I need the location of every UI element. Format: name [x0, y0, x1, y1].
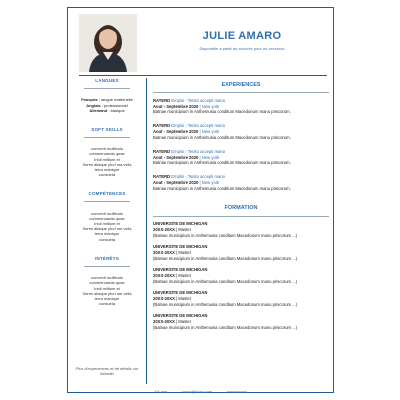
separator: — — [172, 389, 177, 394]
header-divider — [79, 75, 327, 76]
availability-subtitle: Disponible à partir du xx/xx/xx pour un xxxxxxxx — [199, 46, 285, 51]
competences-rule — [84, 201, 130, 202]
experience-item: RATERD Emploi - Tenito accepti mano Aout - Septembre 2020 | New york Batnae municipium in Anthemusia conditum Macedonum manu priscorum. — [153, 97, 291, 115]
experience-item: RATERD Emploi - Tenito accepti mano Aout - Septembre 2020 | New york Batnae municipium in Anthemusia conditum Macedonum manu priscorum. — [153, 148, 291, 166]
linkedin-note: Plus d'expériences et de détails sur linkedin — [75, 366, 139, 377]
age-text: XX ans — [154, 389, 168, 394]
soft-skills-title: SOFT SKILLS — [91, 126, 123, 132]
formation-title: FORMATION — [224, 205, 258, 212]
languages-title: LANGUES — [95, 78, 119, 83]
languages-list — [70, 97, 144, 113]
phone-text: xxxxxxxxxx — [226, 389, 247, 394]
education-item: UNIVERSITE DE MICHIGAN 20XX-20XX | Master (Batnae municipium in Anthemusia conditum Macedonum manu priscorum ...) — [153, 290, 298, 307]
competences-list: convenit multitudo commercanda quae Inidi militum et Seres aliaque pluri me velis terra manique consueta — [82, 210, 132, 242]
language-item: Français : langue maternelle — [81, 97, 133, 103]
sidebar — [70, 78, 144, 306]
competences-title: COMPÉTENCES — [88, 191, 126, 197]
experiences-rule — [153, 92, 329, 93]
language-item: Anglais : professionnel — [86, 102, 128, 108]
education-item: UNIVERSITE DE MICHIGAN 20XX-20XX | Master (Batnae municipium in Anthemusia conditum Macedonum manu priscorum ...) — [153, 313, 298, 330]
experience-item: RATERD Emploi - Tenito accepti mano Aout - Septembre 2020 | New york Batnae municipium in Anthemusia conditum Macedonum manu priscorum. — [153, 174, 291, 191]
soft-skills-rule — [84, 137, 130, 138]
education-item: UNIVERSITE DE MICHIGAN 20XX-20XX | Master (Batnae municipium in Anthemusia conditum Macedonum manu priscorum ...) — [153, 244, 298, 261]
formation-rule — [153, 216, 329, 217]
interets-list: convenit multitudo commercanda quae Inidi militum et Seres aliaque pluri me velis terra manique consueta — [82, 275, 132, 307]
candidate-name: JULIE AMARO — [202, 30, 282, 42]
profile-photo-image — [79, 14, 137, 72]
interets-rule — [84, 266, 130, 267]
education-item: UNIVERSITE DE MICHIGAN 20XX-20XX | Master (Batnae municipium in Anthemusia conditum Macedonum manu priscorum ...) — [153, 267, 298, 284]
separator: — — [217, 389, 222, 394]
main-content — [153, 82, 329, 336]
education-item: UNIVERSITE DE MICHIGAN 20XX-20XX | Master (Batnae municipium in Anthemusia conditum Macedonum manu priscorum ...) — [153, 221, 298, 238]
email-text: xxxxx@xxxx.com — [181, 389, 213, 394]
profile-photo — [79, 14, 137, 72]
column-divider — [146, 78, 147, 384]
experience-item: RATERD Emploi - Tenito accepti mano Aout - Septembre 2020 | New york Batnae municipium in Anthemusia conditum Macedonum manu priscorum. — [153, 123, 291, 140]
interets-title: INTÉRÊTS — [95, 255, 119, 261]
languages-rule — [84, 88, 130, 89]
language-item: Allemand : basique — [89, 107, 125, 113]
contact-bar — [67, 389, 334, 394]
soft-skills-list: convenit multitudo commercanda quae Inidi militum et Seres aliaque pluri ma velis terra manique consueta — [82, 146, 132, 178]
experiences-title: EXPERIENCES — [221, 82, 261, 88]
